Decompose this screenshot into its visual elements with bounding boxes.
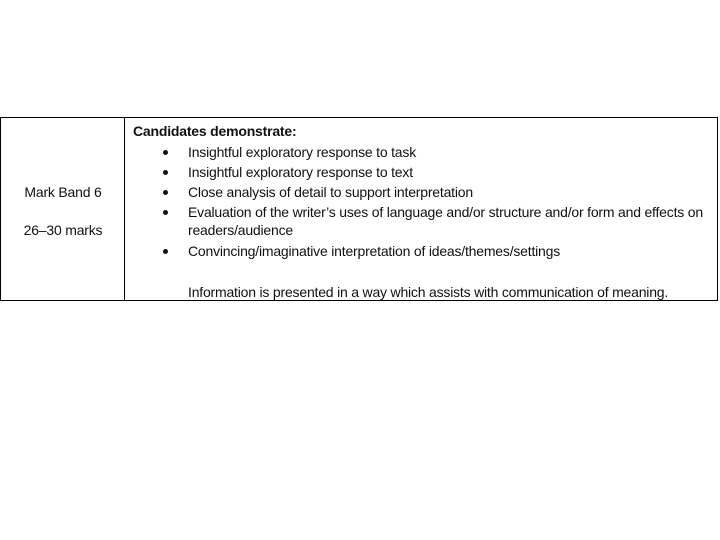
bullet-icon [163, 170, 168, 175]
band-column [1, 118, 125, 300]
bullet-icon [163, 210, 168, 215]
bullet-icon [163, 150, 168, 155]
band-name: Mark Band 6 [24, 184, 102, 200]
criterion-text: Convincing/imaginative interpretation of ideas/themes/settings [188, 243, 561, 259]
descriptor-heading: Candidates demonstrate: [133, 123, 297, 139]
bullet-icon [163, 249, 168, 254]
band-marks: 26–30 marks [23, 222, 103, 238]
bullet-icon [163, 190, 168, 195]
criterion-item [125, 241, 715, 261]
criterion-text: Evaluation of the writer’s uses of language and/or structure and/or form and effects on readers/audience [188, 204, 703, 238]
presentation-note: Information is presented in a way which assists with communication of meaning. [188, 284, 669, 300]
criterion-text: Close analysis of detail to support interpretation [188, 184, 473, 200]
criterion-item [125, 142, 715, 162]
criterion-text: Insightful exploratory response to task [188, 144, 416, 160]
criterion-text: Insightful exploratory response to text [188, 164, 413, 180]
criterion-item [125, 162, 715, 182]
mark-band-table [0, 117, 718, 301]
criterion-item [125, 182, 715, 202]
descriptor-column [125, 118, 717, 300]
criteria-list [125, 142, 715, 261]
criterion-item [125, 202, 715, 241]
